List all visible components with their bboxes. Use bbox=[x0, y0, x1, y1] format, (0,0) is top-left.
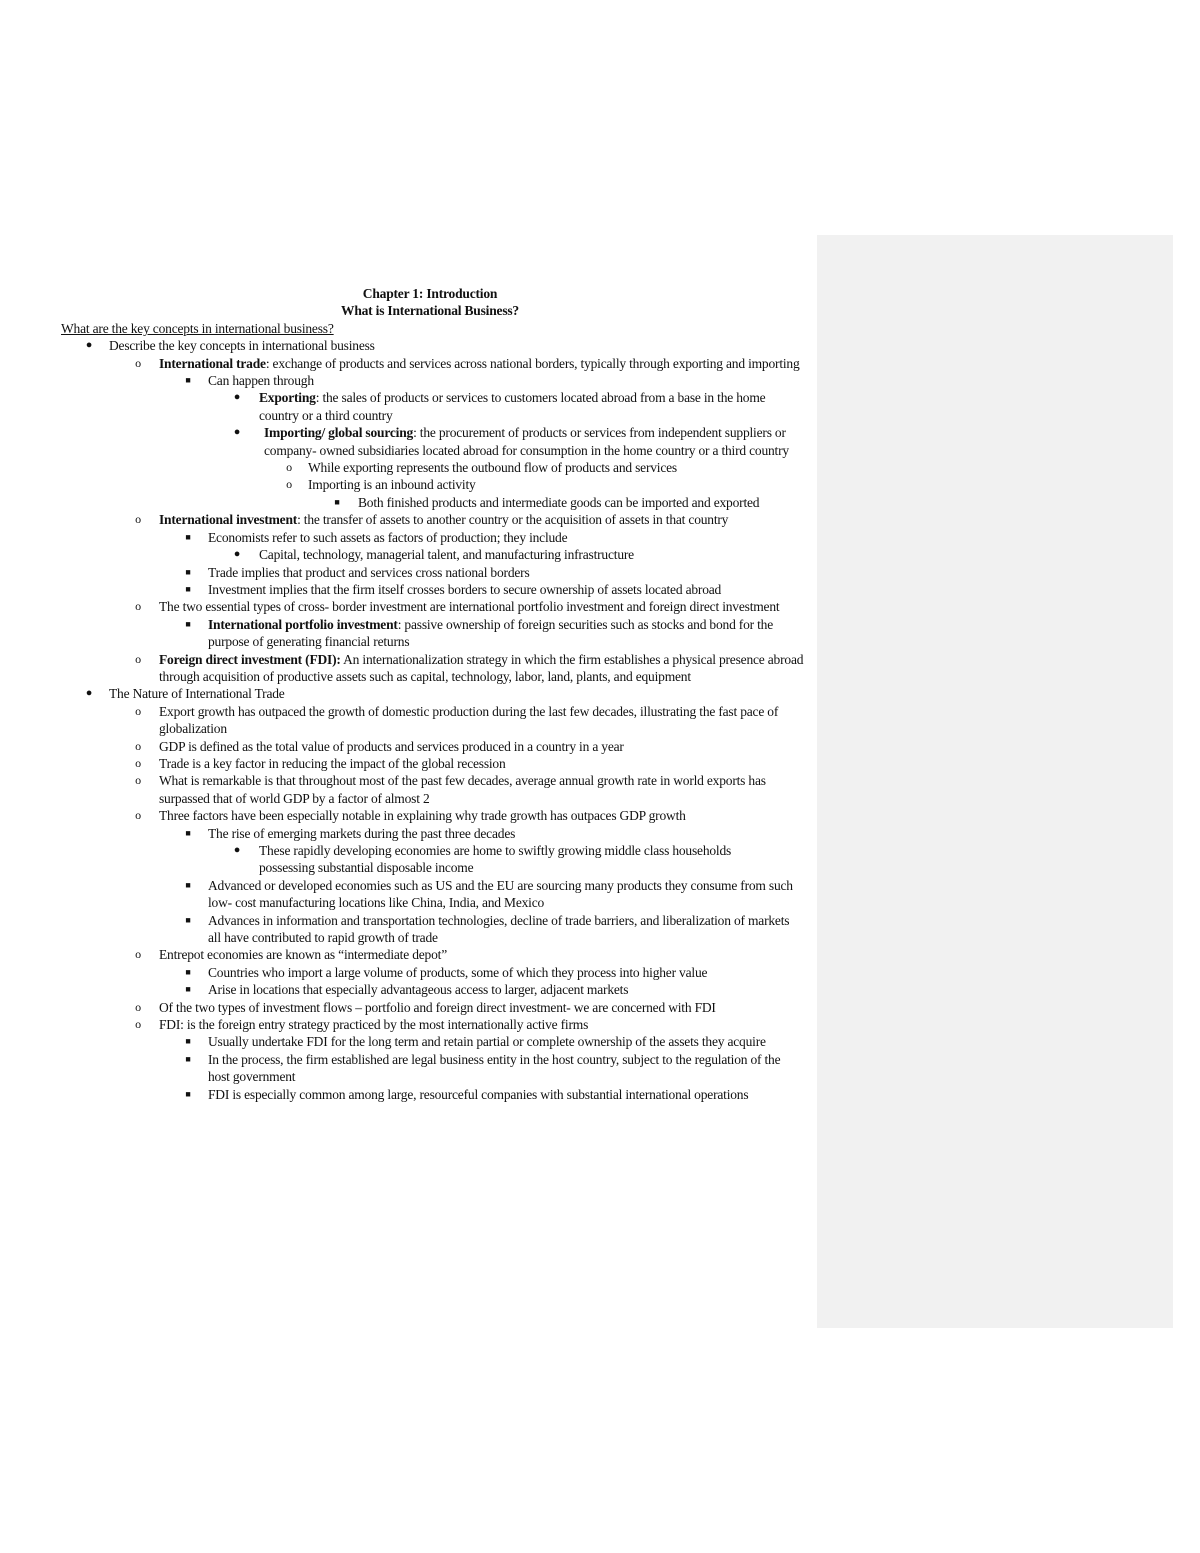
bullet-icon: o bbox=[135, 755, 141, 770]
bullet-icon: ● bbox=[233, 426, 241, 439]
item-text: These rapidly developing economies are home to swiftly growing middle class households possessing substantial disposable income bbox=[259, 843, 732, 876]
list-item bbox=[0, 389, 799, 424]
item-text: Of the two types of investment flows – portfolio and foreign direct investment- we are concerned with FDI bbox=[159, 999, 716, 1015]
item-text: An internationalization strategy in which the firm establishes a physical presence abroad through acquisition of productive assets such as capital, technology, labor, land, plants, and equipment bbox=[159, 651, 804, 684]
bullet-icon: ■ bbox=[185, 827, 191, 838]
list-item bbox=[0, 355, 809, 372]
bullet-icon: ■ bbox=[185, 566, 191, 577]
list-item bbox=[0, 651, 809, 686]
list-item bbox=[0, 999, 809, 1016]
item-text: While exporting represents the outbound flow of products and services bbox=[308, 460, 677, 476]
list-item bbox=[0, 337, 830, 354]
list-item bbox=[0, 1016, 809, 1033]
item-text: : the transfer of assets to another country or the acquisition of assets in that country bbox=[297, 512, 729, 528]
item-text: Trade is a key factor in reducing the impact of the global recession bbox=[159, 755, 506, 771]
item-text: Trade implies that product and services cross national borders bbox=[208, 564, 530, 580]
list-item bbox=[0, 459, 780, 476]
item-text: FDI: is the foreign entry strategy practiced by the most internationally active firms bbox=[159, 1017, 589, 1033]
item-text: Describe the key concepts in international business bbox=[109, 338, 375, 354]
list-item bbox=[0, 511, 809, 528]
bullet-icon: ■ bbox=[185, 375, 191, 386]
bullet-icon: o bbox=[135, 773, 141, 788]
term: International investment bbox=[159, 512, 298, 528]
item-text: Can happen through bbox=[208, 373, 314, 389]
bullet-icon: o bbox=[135, 999, 141, 1014]
bullet-icon: o bbox=[135, 1017, 141, 1032]
item-text: What is remarkable is that throughout most of the past few decades, average annual growth rate in world exports has surpassed that of world GDP by a factor of almost 2 bbox=[159, 773, 766, 806]
bullet-icon: ■ bbox=[185, 914, 191, 925]
section-question: What are the key concepts in international business? bbox=[61, 320, 334, 336]
bullet-icon: o bbox=[135, 738, 141, 753]
item-text: GDP is defined as the total value of products and services produced in a country in a year bbox=[159, 738, 624, 754]
bullet-icon: o bbox=[286, 477, 292, 492]
bullet-icon: ● bbox=[233, 391, 241, 404]
comment-pane bbox=[817, 235, 1173, 1328]
item-text: : exchange of products and services across national borders, typically through exporting and importing bbox=[265, 355, 800, 371]
list-item bbox=[0, 685, 830, 702]
item-text: Importing is an inbound activity bbox=[308, 477, 476, 493]
list-item bbox=[0, 981, 798, 998]
item-text: : passive ownership of foreign securities such as stocks and bond for the purpose of generating financial returns bbox=[208, 616, 774, 650]
list-item bbox=[0, 877, 798, 912]
document-body bbox=[0, 285, 830, 1103]
list-item bbox=[0, 529, 798, 546]
bullet-icon: o bbox=[135, 703, 141, 718]
bullet-icon: ● bbox=[233, 548, 241, 561]
item-text: The rise of emerging markets during the past three decades bbox=[208, 825, 516, 841]
item-text: : the sales of products or services to customers located abroad from a base in the home country or a third country bbox=[259, 390, 766, 423]
item-text: : the procurement of products or services from independent suppliers or company- owned subsidiaries located abroad for consumption in the home country or a third country bbox=[264, 425, 789, 458]
item-text: Advances in information and transportation technologies, decline of trade barriers, and liberalization of markets all have contributed to rapid growth of trade bbox=[208, 912, 790, 946]
term: Foreign direct investment (FDI): bbox=[159, 651, 341, 667]
list-item bbox=[0, 946, 809, 963]
list-item bbox=[0, 964, 830, 981]
term: International trade bbox=[159, 355, 266, 371]
bullet-icon: ■ bbox=[185, 1053, 191, 1064]
list-item bbox=[0, 755, 809, 772]
bullet-icon: o bbox=[286, 460, 292, 475]
list-item bbox=[0, 912, 798, 947]
bullet-icon: ● bbox=[233, 844, 241, 856]
item-text: FDI is especially common among large, resourceful companies with substantial international operations bbox=[208, 1086, 749, 1102]
item-text: In the process, the firm established are legal business entity in the host country, subject to the regulation of the host government bbox=[208, 1051, 781, 1085]
list-item bbox=[0, 581, 768, 598]
bullet-icon: o bbox=[135, 512, 141, 527]
item-text: The two essential types of cross- border investment are international portfolio investment and foreign direct investment bbox=[159, 599, 780, 615]
list-item bbox=[0, 738, 809, 755]
bullet-icon: o bbox=[135, 651, 141, 666]
bullet-icon: ● bbox=[85, 339, 93, 352]
item-text: The Nature of International Trade bbox=[109, 686, 285, 702]
item-text: Economists refer to such assets as factors of production; they include bbox=[208, 529, 568, 545]
item-text: Capital, technology, managerial talent, and manufacturing infrastructure bbox=[259, 547, 634, 563]
bullet-icon: o bbox=[135, 355, 141, 370]
bullet-icon: ■ bbox=[185, 1088, 191, 1099]
bullet-icon: ■ bbox=[185, 583, 191, 594]
list-item bbox=[0, 564, 798, 581]
list-item bbox=[0, 424, 804, 459]
term: International portfolio investment bbox=[208, 616, 398, 632]
doc-subtitle: What is International Business? bbox=[341, 303, 519, 319]
bullet-icon: ■ bbox=[185, 1036, 191, 1047]
item-text: Entrepot economies are known as “intermediate depot” bbox=[159, 947, 447, 963]
list-item bbox=[0, 1086, 798, 1103]
term: Importing/ global sourcing bbox=[264, 425, 414, 441]
bullet-icon: o bbox=[135, 599, 141, 614]
list-item bbox=[0, 1033, 798, 1050]
list-item bbox=[0, 1051, 798, 1086]
list-item bbox=[0, 372, 798, 389]
list-item bbox=[0, 825, 798, 842]
list-item bbox=[0, 842, 749, 877]
list-item bbox=[0, 807, 809, 824]
list-item bbox=[0, 476, 780, 493]
bullet-icon: ■ bbox=[334, 496, 340, 507]
item-text: Both finished products and intermediate goods can be imported and exported bbox=[358, 494, 760, 510]
list-item bbox=[0, 616, 798, 651]
item-text: Arise in locations that especially advantageous access to larger, adjacent markets bbox=[208, 982, 629, 998]
bullet-icon: ■ bbox=[185, 984, 191, 995]
list-item bbox=[0, 494, 830, 511]
doc-title: Chapter 1: Introduction bbox=[362, 286, 498, 301]
term: Exporting bbox=[259, 390, 316, 406]
bullet-icon: ■ bbox=[185, 618, 191, 629]
item-text: Export growth has outpaced the growth of domestic production during the last few decades, illustrating the fast pace of globalization bbox=[159, 703, 779, 737]
item-text: Investment implies that the firm itself crosses borders to secure ownership of assets located abroad bbox=[208, 581, 722, 597]
bullet-icon: ■ bbox=[185, 531, 191, 542]
list-item bbox=[0, 703, 809, 738]
bullet-icon: ■ bbox=[185, 879, 191, 890]
bullet-icon: ■ bbox=[185, 966, 191, 977]
bullet-icon: o bbox=[135, 808, 141, 823]
list-item bbox=[0, 772, 809, 807]
list-item bbox=[0, 546, 799, 563]
item-text: Usually undertake FDI for the long term and retain partial or complete ownership of the assets they acquire bbox=[208, 1034, 766, 1050]
list-item bbox=[0, 598, 809, 615]
item-text: Advanced or developed economies such as US and the EU are sourcing many products they consume from such low- cost manufacturing locations like China, India, and Mexico bbox=[208, 877, 793, 911]
item-text: Countries who import a large volume of products, some of which they process into higher value bbox=[208, 964, 708, 980]
bullet-icon: ● bbox=[85, 687, 93, 700]
item-text: Three factors have been especially notable in explaining why trade growth has outpaces GDP growth bbox=[159, 808, 686, 824]
bullet-icon: o bbox=[135, 947, 141, 962]
